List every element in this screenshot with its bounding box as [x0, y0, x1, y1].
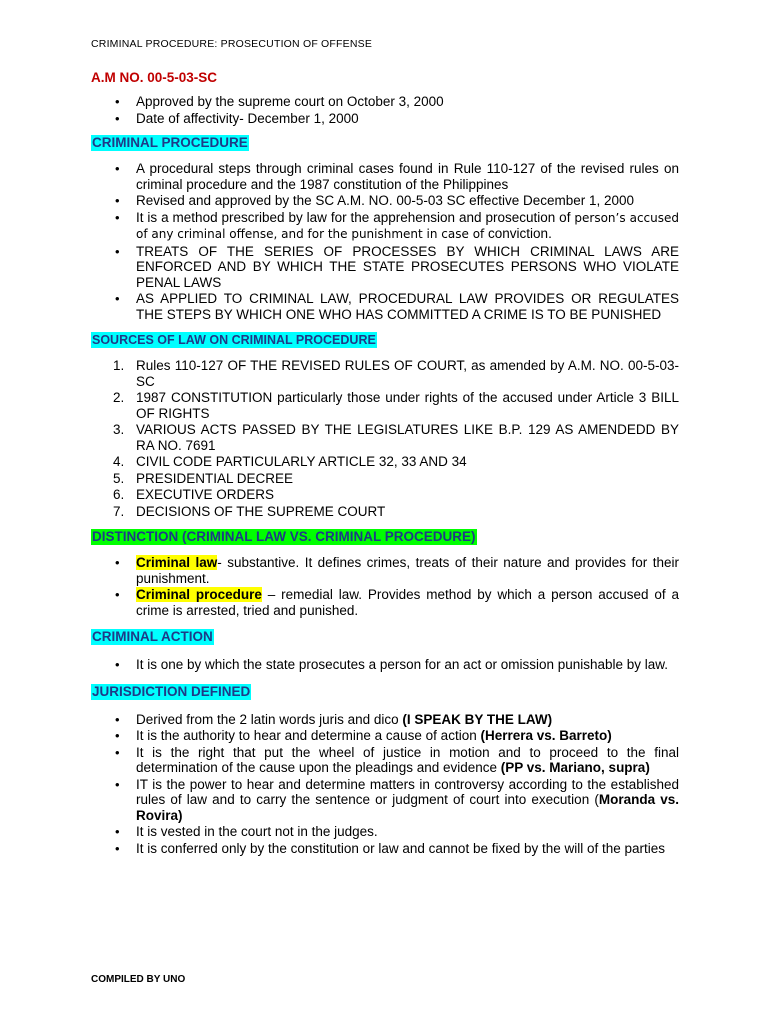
list-item: 5. PRESIDENTIAL DECREE	[113, 470, 294, 486]
list-item: • It is vested in the court not in the judges.	[91, 824, 679, 840]
method-line-1: It is a method prescribed by law for the apprehension and prosecution of	[136, 209, 571, 225]
am-number-title: A.M NO. 00-5-03-SC	[91, 70, 218, 85]
method-line-2: person’s accused of any criminal offense, and for the punishment in case of	[136, 210, 679, 241]
list-item: • Revised and approved by the SC A.M. NO. 00-5-03 SC effective December 1, 2000	[91, 193, 679, 209]
list-item: 6. EXECUTIVE ORDERS	[113, 487, 275, 502]
list-item: • It is the right that put the wheel of justice in motion and to proceed to the final determination of the cause upon the pleadings and evidence (PP vs. Mariano, supra)	[91, 745, 679, 776]
jurisdiction-list	[91, 712, 679, 857]
page-header: CRIMINAL PROCEDURE: PROSECUTION OF OFFENSE	[91, 38, 373, 50]
list-item: • TREATS OF THE SERIES OF PROCESSES BY WHICH CRIMINAL LAWS ARE ENFORCED AND BY WHICH THE STATE PROSECUTES PERSONS WHO VIOLATE PENAL LAWS	[91, 244, 679, 291]
list-item: • A procedural steps through criminal cases found in Rule 110-127 of the revised rules on criminal procedure and the 1987 constitution of the Philippines	[91, 161, 679, 192]
page-footer: COMPILED BY UNO	[91, 974, 186, 985]
list-item: 4. CIVIL CODE PARTICULARLY ARTICLE 32, 33 AND 34	[113, 454, 467, 469]
section-title-distinction: DISTINCTION (CRIMINAL LAW VS. CRIMINAL PROCEDURE)	[92, 529, 476, 544]
list-item: 3. VARIOUS ACTS PASSED BY THE LEGISLATURES LIKE B.P. 129 AS AMENDEDD BY RA NO. 7691	[113, 422, 679, 453]
section-title-criminal-procedure: CRIMINAL PROCEDURE	[92, 135, 248, 150]
list-item: • It is the authority to hear and determine a cause of action (Herrera vs. Barreto)	[91, 728, 679, 744]
term-criminal-law: Criminal law	[136, 555, 218, 570]
list-item: • It is one by which the state prosecutes a person for an act or omission punishable by law.	[91, 657, 679, 673]
term-criminal-procedure: Criminal procedure	[136, 587, 262, 602]
method-line-3: conviction.	[488, 226, 552, 241]
am-list	[91, 94, 679, 126]
section-title-jurisdiction: JURISDICTION DEFINED	[92, 683, 251, 699]
criminal-action-list	[91, 657, 679, 673]
section-title-criminal-action: CRIMINAL ACTION	[92, 629, 213, 644]
section-title-sources: SOURCES OF LAW ON CRIMINAL PROCEDURE	[92, 333, 376, 347]
document-body	[91, 70, 679, 857]
list-item: • Approved by the supreme court on October 3, 2000	[91, 94, 679, 110]
list-item: 1. Rules 110-127 OF THE REVISED RULES OF COURT, as amended by A.M. NO. 00-5-03-SC	[113, 358, 679, 389]
sources-list	[91, 358, 679, 519]
list-item	[91, 210, 679, 243]
list-item: • IT is the power to hear and determine matters in controversy according to the established rules of law and to carry the sentence or judgment of court into execution (Moranda vs. Rovira)	[91, 777, 679, 824]
list-item: • Criminal law- substantive. It defines crimes, treats of their nature and provides for their punishment.	[91, 555, 679, 586]
list-item: 7. DECISIONS OF THE SUPREME COURT	[113, 503, 386, 519]
list-item: • Derived from the 2 latin words juris and dico (I SPEAK BY THE LAW)	[91, 712, 679, 728]
distinction-list	[91, 555, 679, 618]
list-item: • Date of affectivity- December 1, 2000	[91, 111, 679, 127]
criminal-procedure-list	[91, 161, 679, 322]
list-item: • AS APPLIED TO CRIMINAL LAW, PROCEDURAL LAW PROVIDES OR REGULATES THE STEPS BY WHICH ONE WHO HAS COMMITTED A CRIME IS TO BE PUNISHED	[91, 291, 679, 322]
list-item: • Criminal procedure – remedial law. Provides method by which a person accused of a crime is arrested, tried and punished.	[91, 587, 679, 618]
list-item: • It is conferred only by the constitution or law and cannot be fixed by the will of the parties	[91, 841, 679, 857]
list-item: 2. 1987 CONSTITUTION particularly those under rights of the accused under Article 3 BILL OF RIGHTS	[113, 390, 679, 421]
